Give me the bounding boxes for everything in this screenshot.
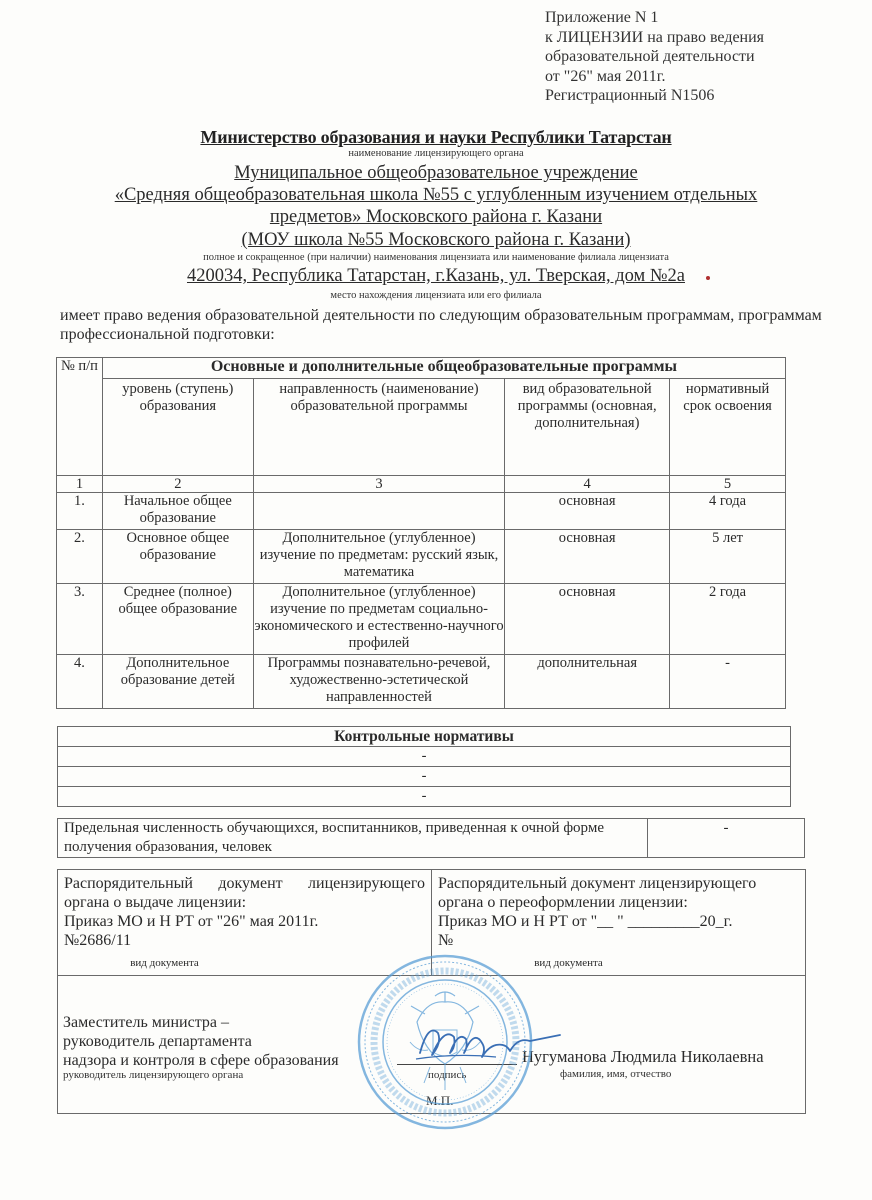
stamp-caption: М.П. [426, 1093, 454, 1108]
issue-order-caption: вид документа [130, 957, 199, 969]
column-header-level: уровень (ступень) образования [102, 379, 253, 476]
signer-position [63, 1013, 339, 1070]
column-header-term: нормативный срок освоения [670, 379, 786, 476]
reissue-order-line: Распорядительный документ лицензирующего [438, 875, 757, 892]
issue-order-reference: Приказ МО и Н РТ от "26" мая 2011г. [64, 913, 319, 930]
column-index: 3 [253, 476, 505, 493]
reissue-order-number: № [438, 932, 454, 949]
row-number: 1. [57, 493, 103, 530]
row-focus: Дополнительное (углубленное) изучение по предметам: русский язык, математика [253, 530, 505, 584]
enrollment-limit-table [57, 818, 805, 858]
row-type: основная [505, 584, 670, 655]
row-term: 4 года [670, 493, 786, 530]
row-focus [253, 493, 505, 530]
row-type: основная [505, 530, 670, 584]
row-level: Начальное общее образование [102, 493, 253, 530]
table-row [57, 493, 786, 530]
row-term: 5 лет [670, 530, 786, 584]
reissue-order-caption: вид документа [534, 957, 603, 969]
licensee-address: 420034, Республика Татарстан, г.Казань, ул. Тверская, дом №2а [186, 266, 685, 286]
signer-name: Нугуманова Людмила Николаевна [522, 1047, 764, 1066]
ink-dot [706, 276, 710, 280]
signer-position-line: руководитель департамента [63, 1033, 252, 1050]
issue-order-number: №2686/11 [64, 932, 132, 949]
appendix-line: к ЛИЦЕНЗИИ на право ведения [545, 28, 765, 46]
row-type: дополнительная [505, 655, 670, 709]
signer-position-caption: руководитель лицензирующего органа [63, 1069, 244, 1081]
licensee-name-line: предметов» Московского района г. Казани [269, 207, 603, 227]
column-index: 5 [670, 476, 786, 493]
signer-position-line: надзора и контроля в сфере образования [63, 1052, 339, 1069]
row-number: 4. [57, 655, 103, 709]
row-level: Основное общее образование [102, 530, 253, 584]
appendix-line: от "26" мая 2011г. [545, 67, 666, 85]
table-row [57, 530, 786, 584]
issue-order-line: Распорядительный документ лицензирующего [64, 875, 425, 892]
appendix-header [545, 8, 764, 106]
control-norm-row: - [58, 747, 791, 767]
licensee-name-line: Муниципальное общеобразовательное учреждение [234, 163, 638, 183]
row-term: 2 года [670, 584, 786, 655]
control-norms-table [57, 726, 791, 807]
licensing-authority: Министерство образования и науки Республики Татарстан [200, 127, 672, 147]
num-header: № п/п [57, 358, 103, 476]
column-header-type: вид образовательной программы (основная, дополнительная) [505, 379, 670, 476]
row-number: 2. [57, 530, 103, 584]
row-focus: Программы познавательно-речевой, художественно-эстетической направленностей [253, 655, 505, 709]
column-index: 2 [102, 476, 253, 493]
column-index: 4 [505, 476, 670, 493]
row-focus: Дополнительное (углубленное) изучение по предметам социально-экономического и естественно-научного профилей [253, 584, 505, 655]
table-row [57, 655, 786, 709]
control-norms-title: Контрольные нормативы [58, 727, 791, 747]
licensing-authority-caption: наименование лицензирующего органа [348, 148, 524, 159]
column-header-focus: направленность (наименование) образовательной программы [253, 379, 505, 476]
row-term: - [670, 655, 786, 709]
control-norm-row: - [58, 787, 791, 807]
control-norm-row: - [58, 767, 791, 787]
enrollment-limit-value: - [648, 819, 805, 858]
issue-order-line: органа о выдаче лицензии: [64, 894, 247, 911]
licensee-name-line: «Средняя общеобразовательная школа №55 с углубленным изучением отдельных [114, 185, 758, 205]
licensee-name-caption: полное и сокращенное (при наличии) наименования лицензиата или наименование филиала лицензиата [203, 252, 669, 263]
appendix-line: Приложение N 1 [545, 9, 659, 26]
signer-position-line: Заместитель министра – [63, 1014, 229, 1031]
handwritten-signature-icon [410, 1015, 570, 1075]
signature-caption: подпись [428, 1069, 467, 1081]
signer-name-caption: фамилия, имя, отчество [560, 1068, 672, 1080]
appendix-line: образовательной деятельности [545, 48, 755, 65]
programs-table [56, 357, 786, 709]
row-level: Среднее (полное) общее образование [102, 584, 253, 655]
row-number: 3. [57, 584, 103, 655]
appendix-line: Регистрационный N1506 [545, 87, 715, 104]
row-type: основная [505, 493, 670, 530]
intro-text: имеет право ведения образовательной деятельности по следующим образовательным программам, программам профессиональной подготовки: [60, 307, 822, 343]
column-index: 1 [57, 476, 103, 493]
reissue-order-line: органа о переоформлении лицензии: [438, 894, 688, 911]
programs-table-title: Основные и дополнительные общеобразовательные программы [102, 358, 785, 379]
enrollment-limit-label: Предельная численность обучающихся, воспитанников, приведенная к очной форме получения образования, человек [58, 819, 648, 858]
reissue-order-reference: Приказ МО и Н РТ от "__ " _________20_г. [438, 913, 733, 930]
licensee-address-caption: место нахождения лицензиата или его филиала [330, 290, 542, 301]
licensee-short-name: (МОУ школа №55 Московского района г. Казани) [241, 230, 631, 250]
column-index-row [57, 476, 786, 493]
row-level: Дополнительное образование детей [102, 655, 253, 709]
table-row [57, 584, 786, 655]
